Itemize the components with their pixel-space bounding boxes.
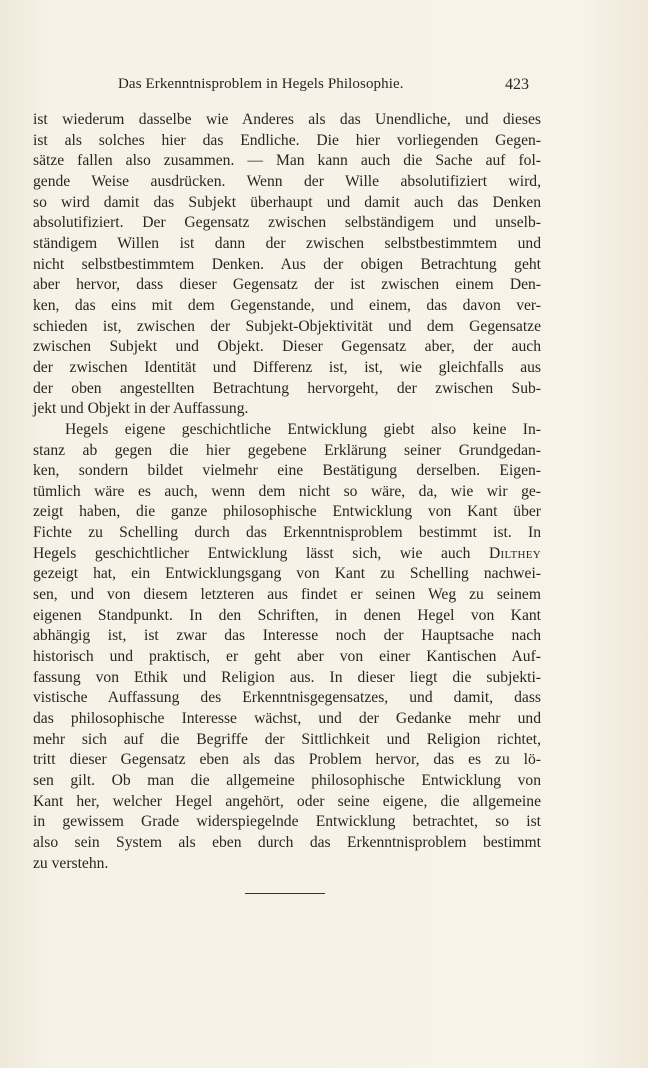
- text-line: schieden ist, zwischen der Subjekt-Objektivität und dem Gegensatze: [33, 317, 541, 335]
- text-line: ist als solches hier das Endliche. Die hier vorliegenden Gegen-: [33, 131, 541, 149]
- text-line: jekt und Objekt in der Auffassung.: [33, 400, 249, 418]
- text-line: sen, und von diesem letzteren aus findet er seinen Weg zu seinem: [33, 586, 541, 604]
- text-line: ist wiederum dasselbe wie Anderes als das Unendliche, und dieses: [33, 111, 541, 128]
- text-line: in gewissem Grade widerspiegelnde Entwicklung betrachtet, so ist: [33, 813, 541, 831]
- text-line: zwischen Subjekt und Objekt. Dieser Gegensatz aber, der auch: [33, 338, 541, 356]
- text-line: zu verstehn.: [33, 854, 109, 872]
- text-line: absolutifiziert. Der Gegensatz zwischen selbständigem und unselb-: [33, 214, 541, 232]
- page-header: [33, 76, 543, 98]
- author-name-dilthey: Dilthey: [488, 544, 541, 562]
- text-line: fassung von Ethik und Religion aus. In dieser liegt die subjekti-: [33, 668, 541, 686]
- text-line: also sein System als eben durch das Erkenntnisproblem bestimmt: [33, 833, 541, 851]
- text-line: abhängig ist, ist zwar das Interesse noch der Hauptsache nach: [33, 627, 541, 645]
- text-line: ständigem Willen ist dann der zwischen selbstbestimmtem und: [33, 234, 541, 252]
- text-line: das philosophische Interesse wächst, und der Gedanke mehr und: [33, 710, 541, 728]
- text-line: so wird damit das Subjekt überhaupt und damit auch das Denken: [33, 193, 541, 211]
- paragraph-2: [33, 420, 541, 874]
- text-line: eigenen Standpunkt. In den Schriften, in denen Hegel von Kant: [33, 606, 541, 624]
- text-line: nicht selbstbestimmtem Denken. Aus der obigen Betrachtung geht: [33, 255, 541, 273]
- text-line: [33, 544, 541, 565]
- text-line: stanz ab gegen die hier gegebene Erklärung seiner Grundgedan-: [33, 441, 541, 459]
- text-line-prefix: Hegels geschichtlicher Entwicklung lässt sich, wie auch: [33, 544, 489, 562]
- text-line: Kant her, welcher Hegel angehört, oder seine eigene, die allgemeine: [33, 792, 541, 810]
- paragraph-1: [33, 110, 541, 420]
- text-line: sätze fallen also zusammen. — Man kann auch die Sache auf fol-: [33, 152, 541, 170]
- text-line: gezeigt hat, ein Entwicklungsgang von Kant zu Schelling nachwei-: [33, 565, 541, 583]
- text-line: Fichte zu Schelling durch das Erkenntnisproblem bestimmt ist. In: [33, 524, 541, 542]
- body-text: [33, 110, 541, 874]
- text-line: historisch und praktisch, er geht aber von einer Kantischen Auf-: [33, 648, 541, 666]
- text-line: aber hervor, dass dieser Gegensatz der ist zwischen einem Den-: [33, 276, 541, 294]
- text-line: der zwischen Identität und Differenz ist, ist, wie gleichfalls aus: [33, 358, 541, 376]
- text-line: Hegels eigene geschichtliche Entwicklung giebt also keine In-: [65, 420, 541, 438]
- running-title: Das Erkenntnisproblem in Hegels Philosophie.: [118, 76, 404, 92]
- text-line: der oben angestellten Betrachtung hervorgeht, der zwischen Sub-: [33, 379, 541, 397]
- end-rule: [245, 893, 325, 894]
- text-line: zeigt haben, die ganze philosophische Entwicklung von Kant über: [33, 503, 541, 521]
- text-line: ken, sondern bildet vielmehr eine Bestätigung derselben. Eigen-: [33, 462, 541, 480]
- text-line: vistische Auffassung des Erkenntnisgegensatzes, und damit, dass: [33, 689, 541, 707]
- page-number: 423: [505, 76, 529, 93]
- text-line: gende Weise ausdrücken. Wenn der Wille absolutifiziert wird,: [33, 172, 541, 190]
- text-line: mehr sich auf die Begriffe der Sittlichkeit und Religion richtet,: [33, 730, 541, 748]
- text-line: tümlich wäre es auch, wenn dem nicht so wäre, da, wie wir ge-: [33, 482, 541, 500]
- text-line: ken, das eins mit dem Gegenstande, und einem, das davon ver-: [33, 296, 541, 314]
- text-line: sen gilt. Ob man die allgemeine philosophische Entwicklung von: [33, 772, 541, 789]
- text-line: tritt dieser Gegensatz eben als das Problem hervor, das es zu lö-: [33, 751, 541, 769]
